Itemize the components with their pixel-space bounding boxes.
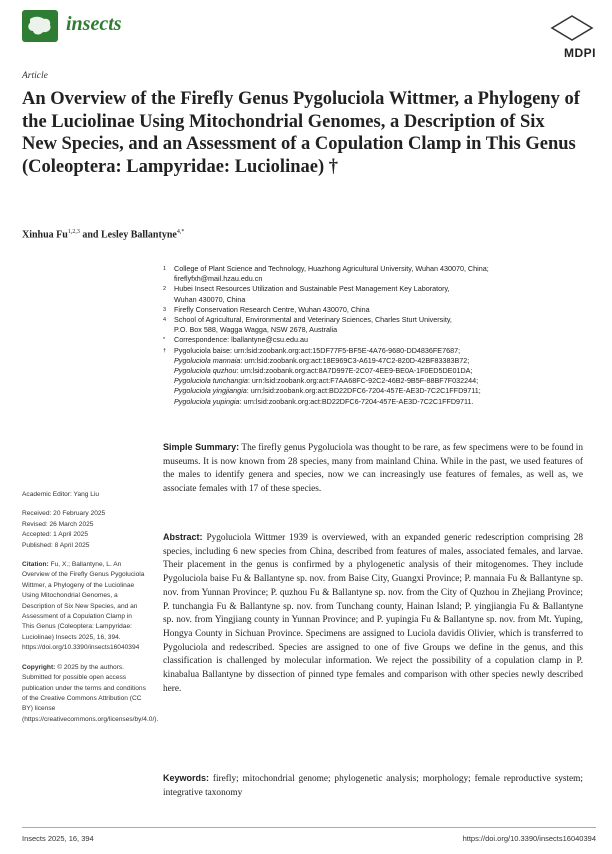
lsid-line <box>163 397 583 407</box>
affiliations <box>163 264 583 407</box>
abstract-label: Abstract: <box>163 532 203 542</box>
affiliation-line <box>163 325 583 335</box>
author-connector: and <box>79 229 101 241</box>
affiliation-mark <box>163 325 174 335</box>
publisher-name: MDPI <box>564 46 596 60</box>
citation-label: Citation: <box>22 561 49 569</box>
citation-block <box>22 560 146 654</box>
affiliation-mark: 3 <box>163 306 167 313</box>
author-name[interactable]: Xinhua Fu <box>22 229 68 241</box>
lsid-code[interactable]: : urn:lsid:zoobank.org:act:18E969C3-A619-47C2-820D-42BF83383B72; <box>240 355 470 365</box>
summary-text: The firefly genus Pygoluciola was thought to be rare, as few specimens were to be found in museums. It is now known from 28 species, many from mainland China. While in the past, we used features of the males to identify genera and species, now we can increasingly use features of females, as well as, we associate females with 17 of these species. <box>163 443 584 495</box>
affiliation-mark: 1 <box>163 266 167 272</box>
summary-label: Simple Summary: <box>163 442 240 452</box>
affiliation-mark: 4 <box>163 317 167 324</box>
lsid-species: Pygoluciola yingjiangia <box>174 386 247 396</box>
author-name[interactable]: Lesley Ballantyne <box>100 229 177 241</box>
affiliation-text: Firefly Conservation Research Centre, Wuhan 430070, China <box>174 304 370 314</box>
lsid-mark: † <box>163 347 167 354</box>
affiliation-text: College of Plant Science and Technology, Huazhong Agricultural University, Wuhan 430070, China; <box>174 264 489 273</box>
correspondence-text[interactable]: Correspondence: lballantyne@csu.edu.au <box>174 335 308 345</box>
dates-block <box>22 509 146 551</box>
copyright-label: Copyright: <box>22 663 56 671</box>
affiliation-text: P.O. Box 588, Wagga Wagga, NSW 2678, Australia <box>174 325 338 335</box>
lsid-line <box>163 386 583 396</box>
lsid-code[interactable]: : urn:lsid:zoobank.org:act:15DF77F5-BF5E-4A76-9680-DD4836FE7687; <box>229 345 461 355</box>
date-received: Received: 20 February 2025 <box>22 510 106 518</box>
lsid-species: Pygoluciola mannaia <box>174 355 241 365</box>
affiliation-mark <box>163 274 174 284</box>
citation-text[interactable]: Fu, X.; Ballantyne, L. An Overview of the Firefly Genus Pygoluciola Wittmer, a Phylogeny of the Luciolinae Using Mitochondrial Genomes, a Description of Six New Species, and an Assessment of a Copulation Clamp in This Genus (Coleoptera: Lampyridae: Luciolinae) Insects 2025, 16, 394. https://doi.org/10.3390/insects16040394 <box>22 561 145 652</box>
date-revised: Revised: 26 March 2025 <box>22 520 94 528</box>
author-list <box>22 229 184 240</box>
date-published: Published: 8 April 2025 <box>22 541 90 549</box>
affiliation-mark: 2 <box>163 286 167 293</box>
lsid-line <box>163 346 583 356</box>
affiliation-text: Wuhan 430070, China <box>174 294 246 304</box>
article-type: Article <box>22 71 48 81</box>
lsid-species: Pygoluciola baise <box>174 345 230 355</box>
lsid-code[interactable]: : urn:lsid:zoobank.org:act:BD22DFC6-7204-457E-AE3D-7C2C1FFD9711; <box>246 386 481 396</box>
copyright-block <box>22 663 159 725</box>
affiliation-line <box>163 315 583 325</box>
insects-logo-icon <box>22 10 58 42</box>
lsid-species: Pygoluciola yupingia <box>174 396 240 406</box>
article-title: An Overview of the Firefly Genus Pygoluciola Wittmer, a Phylogeny of the Luciolinae Using Mitochondrial Genomes, a Description of Six New Species, and an Assessment of a Copulation Clamp in This Genus (Coleoptera: Lampyridae: Luciolinae) † <box>22 89 580 177</box>
footer-divider <box>22 827 596 828</box>
affiliation-line <box>163 284 583 294</box>
lsid-line <box>163 366 583 376</box>
journal-header <box>22 10 596 60</box>
affiliation-line <box>163 305 583 315</box>
date-accepted: Accepted: 1 April 2025 <box>22 531 88 539</box>
copyright-text: © 2025 by the authors. Submitted for possible open access publication under the terms and conditions of the Creative Commons Attribution (CC BY) license (https://creativecommons.org/licenses/by/4.0/). <box>22 663 159 723</box>
affiliation-mark: * <box>163 337 166 344</box>
lsid-line <box>163 356 583 366</box>
lsid-species: Pygoluciola tunchangia <box>174 376 248 386</box>
lsid-line <box>163 376 583 386</box>
academic-editor: Academic Editor: Yang Liu <box>22 491 100 498</box>
affiliation-ref: 4,* <box>176 229 185 235</box>
affiliation-text: Hubei Insect Resources Utilization and Sustainable Pest Management Key Laboratory, <box>174 284 450 294</box>
affiliation-email[interactable]: fireflyfxh@mail.hzau.edu.cn <box>174 274 263 284</box>
affiliation-line <box>163 274 583 284</box>
lsid-species: Pygoluciola quzhou <box>174 366 237 376</box>
mdpi-logo-icon <box>548 14 596 42</box>
sidebar-metadata <box>22 490 159 734</box>
simple-summary <box>163 441 583 497</box>
affiliation-line <box>163 295 583 305</box>
keywords-label: Keywords: <box>163 773 210 783</box>
affiliation-ref: 1,2,3 <box>67 229 80 235</box>
affiliation-line <box>163 264 583 274</box>
correspondence-line <box>163 335 583 345</box>
lsid-code[interactable]: : urn:lsid:zoobank.org:act:BD22DFC6-7204-457E-AE3D-7C2C1FFD9711. <box>239 396 474 406</box>
abstract-text: Pygoluciola Wittmer 1939 is overviewed, with an expanded generic redescription comprising 28 species, including 6 new species from China, described from features of males, associated females, and larvae. Their placement in the genus is confirmed by a phylogenetic analysis of their mitogenomes. They include Pygoluciola baise Fu & Ballantyne sp. nov. from Baise City, Guangxi Province; P. mannaia Fu & Ballantyne sp. nov. from Yunnan Province; P. quzhou Fu & Ballantyne sp. nov. from the City of Quzhou in Zhejiang Province; P. tunchangia Fu & Ballantyne sp. nov. from Tunchang county, Hainan Island; P. yingjiangia Fu & Ballantyne sp. nov. from Yingjiang county in Yunnan Province; and P. yupingia Fu & Ballantyne sp. nov. from Mt. Yuping, Hongya County in Sichuan Province. Specimens are assigned to Luciola davidis Olivier, which is transferred to Pygoluciola and redescribed. Species are assigned to one of five Groups we define in the genus, and this classification is challenged by molecular information. We reject the possibility of a copulation clamp in P. kinabalua Ballantyne by dissection of pinned type females and comparison with other species newly described here. <box>163 533 583 694</box>
footer-doi-link[interactable]: https://doi.org/10.3390/insects16040394 <box>462 834 596 843</box>
keywords-text: firefly; mitochondrial genome; phylogenetic analysis; morphology; female reproductive system; integrative taxonomy <box>163 774 583 798</box>
affiliation-mark <box>163 295 174 305</box>
affiliation-text: School of Agricultural, Environmental and Veterinary Sciences, Charles Sturt University, <box>174 315 452 325</box>
lsid-code[interactable]: : urn:lsid:zoobank.org:act:8A7D997E-2C07-4EE9-BE0A-1F0ED5DE01DA; <box>236 366 473 376</box>
keywords <box>163 772 583 800</box>
journal-name[interactable]: insects <box>66 13 122 35</box>
footer-citation: Insects 2025, 16, 394 <box>22 834 94 843</box>
abstract <box>163 531 583 696</box>
lsid-code[interactable]: : urn:lsid:zoobank.org:act:F7AA68FC-92C2-46B2-9B5F-88BF7F032244; <box>247 376 479 386</box>
